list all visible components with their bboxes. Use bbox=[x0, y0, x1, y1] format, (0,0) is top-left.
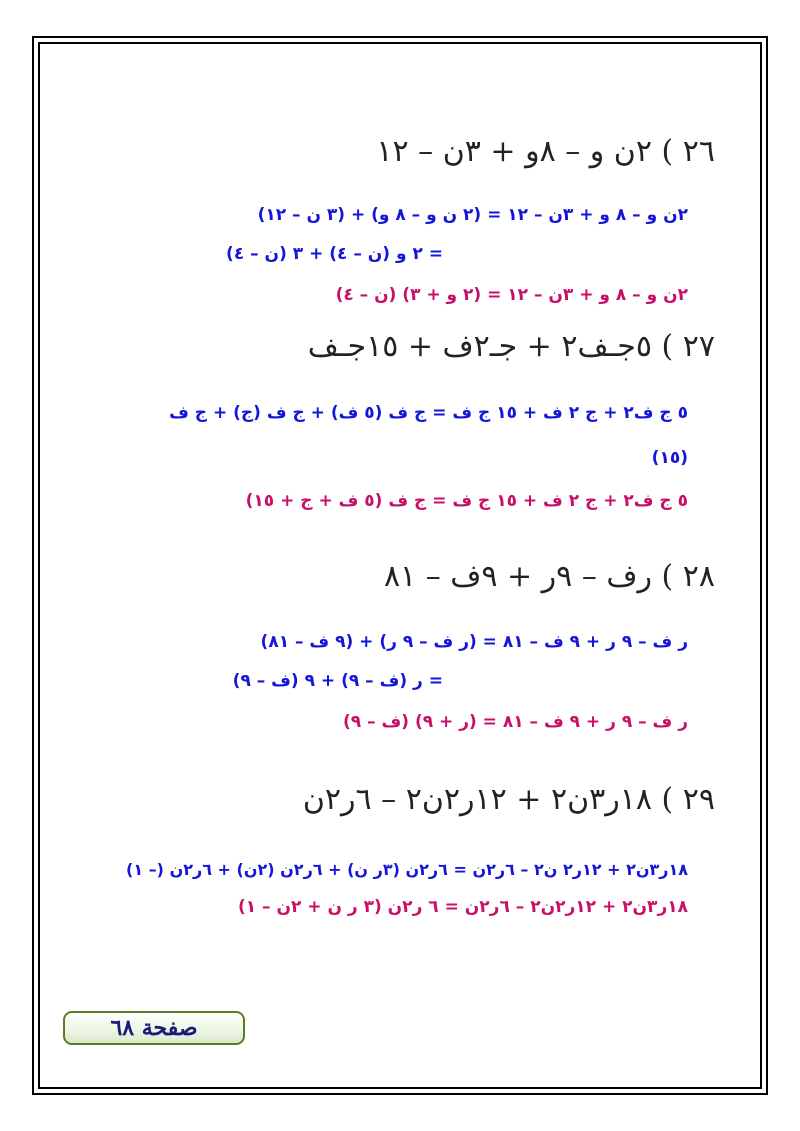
problem-26-answer: ٢ن و – ٨ و + ٣ن – ١٢ = (٢ و + ٣) (ن – ٤) bbox=[335, 285, 688, 305]
problem-28-heading bbox=[384, 559, 715, 594]
problem-expression: ١٨ر٣ن٢ + ١٢ر٢ن٢ – ٦ر٢ن bbox=[302, 782, 652, 817]
problem-28-step-1: ر ف – ٩ ر + ٩ ف – ٨١ = (ر ف – ٩ ر) + (٩ ف – ٨١) bbox=[260, 632, 688, 652]
problem-27-answer: ٥ ج ف٢ + ج ٢ ف + ١٥ ج ف = ج ف (٥ ف + ج + ١٥) bbox=[245, 491, 688, 511]
page-number-badge bbox=[63, 1011, 245, 1045]
problem-number: ٢٩ ) bbox=[661, 782, 715, 817]
problem-26-heading bbox=[376, 134, 715, 169]
problem-expression: ٢ن و – ٨و + ٣ن – ١٢ bbox=[376, 134, 652, 169]
problem-29-answer: ١٨ر٣ن٢ + ١٢ر٢ن٢ – ٦ر٢ن = ٦ ر٢ن (٣ ر ن + ٢ن – ١) bbox=[237, 897, 688, 917]
problem-29-heading bbox=[303, 782, 715, 817]
problem-26-step-2: = ٢ و (ن – ٤) + ٣ (ن – ٤) bbox=[226, 244, 443, 264]
problem-29-step-1: ١٨ر٣ن٢ + ١٢ر٢ ن٢ – ٦ر٢ن = ٦ر٢ن (٣ر ن) + ٦ر٢ن (٢ن) + ٦ر٢ن (– ١) bbox=[126, 860, 688, 879]
problem-expression: رف – ٩ر + ٩ف – ٨١ bbox=[383, 559, 652, 594]
problem-number: ٢٨ ) bbox=[661, 559, 715, 594]
problem-28-answer: ر ف – ٩ ر + ٩ ف – ٨١ = (ر + ٩) (ف – ٩) bbox=[343, 712, 688, 732]
page-number-label: صفحة ٦٨ bbox=[110, 1015, 198, 1041]
problem-27-step-1: ٥ ج ف٢ + ج ٢ ف + ١٥ ج ف = ج ف (٥ ف) + ج ف (ج) + ج ف bbox=[169, 403, 688, 423]
problem-27-heading bbox=[308, 329, 715, 364]
problem-28-step-2: = ر (ف – ٩) + ٩ (ف – ٩) bbox=[232, 671, 443, 691]
problem-expression: ٥جـف٢ + جـ٢ف + ١٥جـف bbox=[307, 329, 652, 364]
problem-number: ٢٦ ) bbox=[661, 134, 715, 169]
problem-26-step-1: ٢ن و – ٨ و + ٣ن – ١٢ = (٢ ن و – ٨ و) + (٣ ن – ١٢) bbox=[257, 205, 688, 225]
problem-number: ٢٧ ) bbox=[661, 329, 715, 364]
problem-27-step-1-cont: (١٥) bbox=[651, 448, 688, 468]
